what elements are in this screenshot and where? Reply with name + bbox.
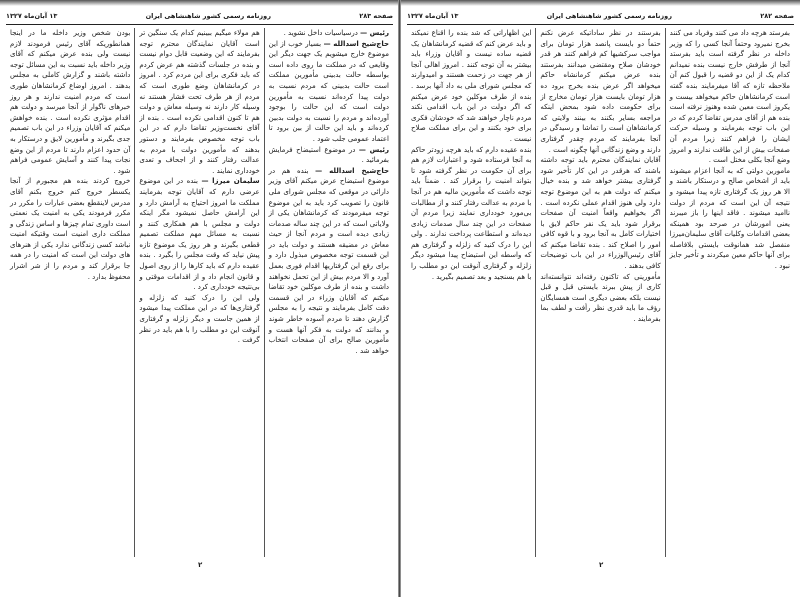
header-rule [6,24,393,25]
page-footer-number: ۲ [198,561,203,569]
paragraph [269,39,389,145]
speaker-name: سلیمان میرزا — [201,177,260,186]
text-column [135,28,264,557]
text-column [6,28,135,557]
paragraph [670,166,790,272]
paragraph-text: در موضوع استیضاح فرمایش بفرمائید . [268,145,389,165]
paragraph [10,176,130,282]
paragraph [540,272,660,325]
speaker-name: حاج‌شیخ اسدالله — [315,166,389,175]
page-number: صفحه ۲۸۳ [359,12,393,20]
paragraph-text: هم مولاء میگیم ببینیم کدام یک سنگین تر است آقایان نمایندگان محترم توجه بفرمایند که این وضعیت قابل دوام نیست و بنده در جلسات گذشته هم عرض کردم که باید فکری برای این مردم کرد . امروز در کرمانشاهان وضع طوری است که مردم از هر طرف تحت فشار هستند نه وسیله کار دارند نه وسیله معاش و دولت هم تا کنون اقدامی نکرده است . بنده از آقای نخست‌وزیر تقاضا دارم که در این باب توجه مخصوص بفرمایند و دستور بدهند که مأمورین دولت با مردم به عدالت رفتار کنند و از اجحاف و تعدی خودداری نمایند . [139,29,260,175]
text-columns [407,28,794,557]
paragraph-text: مأمورینی که تاکنون رفته‌اند نتوانسته‌اند کاری از پیش ببرند بایستی قبل و قبل نیست بلکه بعضی دیگری است همسایگان رؤف ما باید قدری نظر رأفت و لطف بما بفرمایند . [540,272,661,324]
speaker-name: رئیس — [360,29,389,37]
paragraph-text: بسیار خوب از این موضوع خارج میشویم یک جهت دیگر این وقایعی که در مملکت ما روی داده است بواسطه حالت بدبینی مأمورین مملکت است حالت بدبینی که مردم نسبت به دولت پیدا کرده‌اند نسبت به مأمورین دولت است که این حالت را بوجود آورده‌اند و مردم را نسبت به دولت بدبین کرده‌اند و باید این حالت از بین برود تا اعتماد عمومی جلب شود . [268,39,389,143]
paragraph-text: درسیاسیات داخل نشوید . [283,29,361,37]
issue-date: ۱۳ آبان‌ماه ۱۳۲۷ [6,12,58,20]
speaker-name: حاج‌شیخ اسدالله — [323,39,389,48]
paragraph-text: بنده هم در موضوع استیضاح عرض میکنم آقای وزیر دارائی در موقعی که مجلس شورای ملی قانون را تصویب کرد باید به این موضوع توجه میفرمودند که کرمانشاهان یکی از ولایاتی است که در این چند ساله صدمات زیادی دیده است و مردم آنجا از حیث معاش در مضیقه هستند و دولت باید در این قسمت توجه مخصوص مبذول دارد و برای رفع این گرفتاریها اقدام فوری بعمل آورد و الا مردم بیش از این تحمل نخواهند داشت و بنده از طرف موکلین خود تقاضا میکنم که آقایان وزراء در این قسمت دقت کامل بفرمایند و نتیجه را به مجلس گزارش دهند تا مردم آسوده خاطر شوند و بدانند که دولت به فکر آنها هست و مأمورین صالح برای آن صفحات انتخاب خواهد شد . [268,166,389,355]
left-page [0,0,399,597]
paragraph-text: بفرستند در نظر ساداتیکه عرض نکنم حتماً دو بایست پانصد هزار تومان برای مواجب سرکشیها کم فراهم کنند هر قدر خودشان صلاح ومقتضی میدانند بفرستند بنده عرض میکنم کرمانشاه حاکم میخواهد اگر عرض بنده بخرج برود ده هزار تومان بایست هزار تومان مخارج از برای حکومت داده شود بمحض اینکه مراجعه بسایر بکنند به بینند ولایتی که کرمانشاهان است را تماشا و رسیدگی در آنجا بفرمایند که مردم چقدر گرفتاری دارند و وضع زندگانی آنها چگونه است . [540,29,661,154]
paragraph-text: بفرستد هرچه داد می کنند وفریاد می کنند بخرج نمیرود وحتماً آنجا کسی را که وزیر داخله در نظر گرفته است باید بفرستد آنجا از طرفش خارج نیست بنده نمیدانم کدام یک از این دو قضیه را قبول کنم آن ملاحظه تازه که آقا میفرمایند بنده گفته است کرمانشاهان حاکم میخواهد بیست و یکروز است معین شده وهنوز نرفته است بنده هم از آقای مدرس تقاضا کردم که در این باب توجه بفرمایند و وسیله حرکت ایشان را فراهم کنند زیرا مردم آن صفحات بیش از این طاقت ندارند و امروز وضع آنجا بکلی مختل است . [669,29,790,165]
right-page [401,0,800,597]
text-column [265,28,393,557]
newspaper-title: روزنامه رسمی کشور شاهنشاهی ایران [145,12,271,20]
paragraph [10,28,130,176]
text-column [407,28,536,557]
paragraph-text: مامورین دولتی که به آنجا اعزام میشوند باید از اشخاص صالح و درستکار باشند و الا هر روز یک گرفتاری تازه پیدا میشود و نتیجه آن این است که مردم از دولت ناامید میشوند . فاقد اینها را باز میبرند یعنی امورشان در صرحد بود همینکه بعضی اقدامات وکلیات آقای سلیمان‌میرزا منفصل شد همانوقت بایستی بلافاصله برای آنها حاکم معین میکردند و تأخیر جایز نبود . [669,166,790,271]
paragraph-text: بودن شخص وزیر داخله ما در اینجا همانطوریکه آقای رئیس فرمودند لازم نیست ولی بنده عرض میکنم که آقای وزیر داخله باید نسبت به این مسائل توجه داشته باشند و گزارش کاملی به مجلس بدهند . امروز اوضاع کرمانشاهان طوری است که مردم امنیت ندارند و هر روز خبرهای ناگوار از آنجا میرسد و دولت هم اقدام مؤثری نکرده است . بنده خواهش میکنم که آقایان وزراء در این باب تصمیم جدی بگیرند و مأمورین لایق و درستکار به آن حدود اعزام دارند تا مردم از این وضع نجات پیدا کنند و آسایش عمومی فراهم شود . [10,29,131,175]
text-column [666,28,794,557]
paragraph [411,28,531,145]
paragraph [411,145,531,283]
paragraph [139,293,259,346]
paragraph-text: بنده عقیده دارم که باید هرچه زودتر حاکم به آنجا فرستاده شود و اعتبارات لازم هم برای آن حکومت در نظر گرفته شود تا بتواند امنیت را برقرار کند . ضمناً باید توجه داشت که مأمورین مالیه هم در آنجا با مردم به عدالت رفتار کنند و از مطالبات بی‌مورد خودداری نمایند زیرا مردم آن صفحات در این چند سال صدمات زیادی دیده‌اند و استطاعت پرداخت ندارند . ولی این را درک کنید که زلزله و گرفتاری هم که واسطه این استیضاح پیدا میشود دیگر زلزله و گرفتاری آنوقت این دو مطلب را با هم بسنجید و بعد تصمیم بگیرید . [411,145,532,281]
page-header [6,10,393,22]
page-number: صفحه ۲۸۲ [760,12,794,20]
header-rule [407,24,794,25]
paragraph-text: آقایان نمایندگان محترم باید توجه داشته باشند که هرقدر در این کار تأخیر شود گرفتاری بیشتر خواهد شد و بنده خیال میکنم که دولت هم به این موضوع توجه دارد ولی هنوز اقدام عملی نکرده است . اگر بخواهیم واقعاً امنیت آن صفحات برقرار شود باید یک نفر حاکم لایق با اختیارات کامل به آنجا برود و با قوه کافی امور را اصلاح کند . بنده تقاضا میکنم که آقای رئیس‌الوزراء در این باب توضیحات کافی بدهند . [540,156,661,271]
paragraph [269,166,389,357]
paragraph [139,28,259,176]
page-header [407,10,794,22]
text-columns [6,28,393,557]
paragraph [540,155,660,272]
page-footer-number: ۲ [599,561,604,569]
newspaper-title: روزنامه رسمی کشور شاهنشاهی ایران [546,12,672,20]
paragraph [540,28,660,155]
speaker-name: رئیس — [358,145,389,154]
paragraph-text: بنده در این موضوع عرضی دارم که آقایان توجه بفرمایند مملکت ما امروز احتیاج به آرامش دارد و این آرامش حاصل نمیشود مگر اینکه دولت و مجلس با هم همکاری کنند و نسبت به مسائل مهم مملکت تصمیم قطعی بگیرند و هر روز یک موضوع تازه پیش نیاید که وقت مجلس را بگیرد . بنده عقیده دارم که باید کارها را از روی اصول و قانون انجام داد و از اقدامات موقتی و بی‌نتیجه خودداری کرد . [139,177,260,292]
paragraph [139,176,259,293]
paragraph-text: این اظهاراتی که شد بنده را اقناع نمیکند و باید عرض کنم که قضیه کرمانشاهان یک قضیه ساده نیست و آقایان وزراء باید بیشتر به آن توجه کنند . امروز اهالی آنجا از هر جهت در زحمت هستند و امیدوارند که مجلس شورای ملی به داد آنها برسد . بنده از طرف موکلین خود عرض میکنم که اگر دولت در این باب اقدامی نکند مردم ناچار خواهند شد که خودشان فکری برای خود بکنند و این برای مملکت صلاح نیست . [411,29,532,143]
paragraph-text: ولی این را درک کنید که زلزله و گرفتاری‌ها که در این مملکت پیدا میشود از همین جاست و دیگر زلزله و گرفتاری آنوقت این دو مطلب را با هم باید در نظر گرفت . [139,293,260,345]
paragraph [670,28,790,166]
text-column [536,28,665,557]
paragraph-text: خروج کردند بنده هم مجبورم از آنجا یکسطر خروج کنم خروج بکنم آقای مدرس لاینقطع بعضی عبارات را مکرر در مکرر فرمودند یکی به امنیت یک نعمتی است داوری تمام چیزها و اساس زندگی و مملکت داری امنیت است وقتیکه امنیت نباشد کسی زندگانی ندارد یکی از هنرهای های دولت این است که امنیت را در همه جا برقرار کند و مردم را از شر اشرار محفوظ بدارد . [10,177,131,281]
paragraph [269,28,389,39]
issue-date: ۱۳ آبان‌ماه ۱۳۲۷ [407,12,459,20]
paragraph [269,145,389,166]
